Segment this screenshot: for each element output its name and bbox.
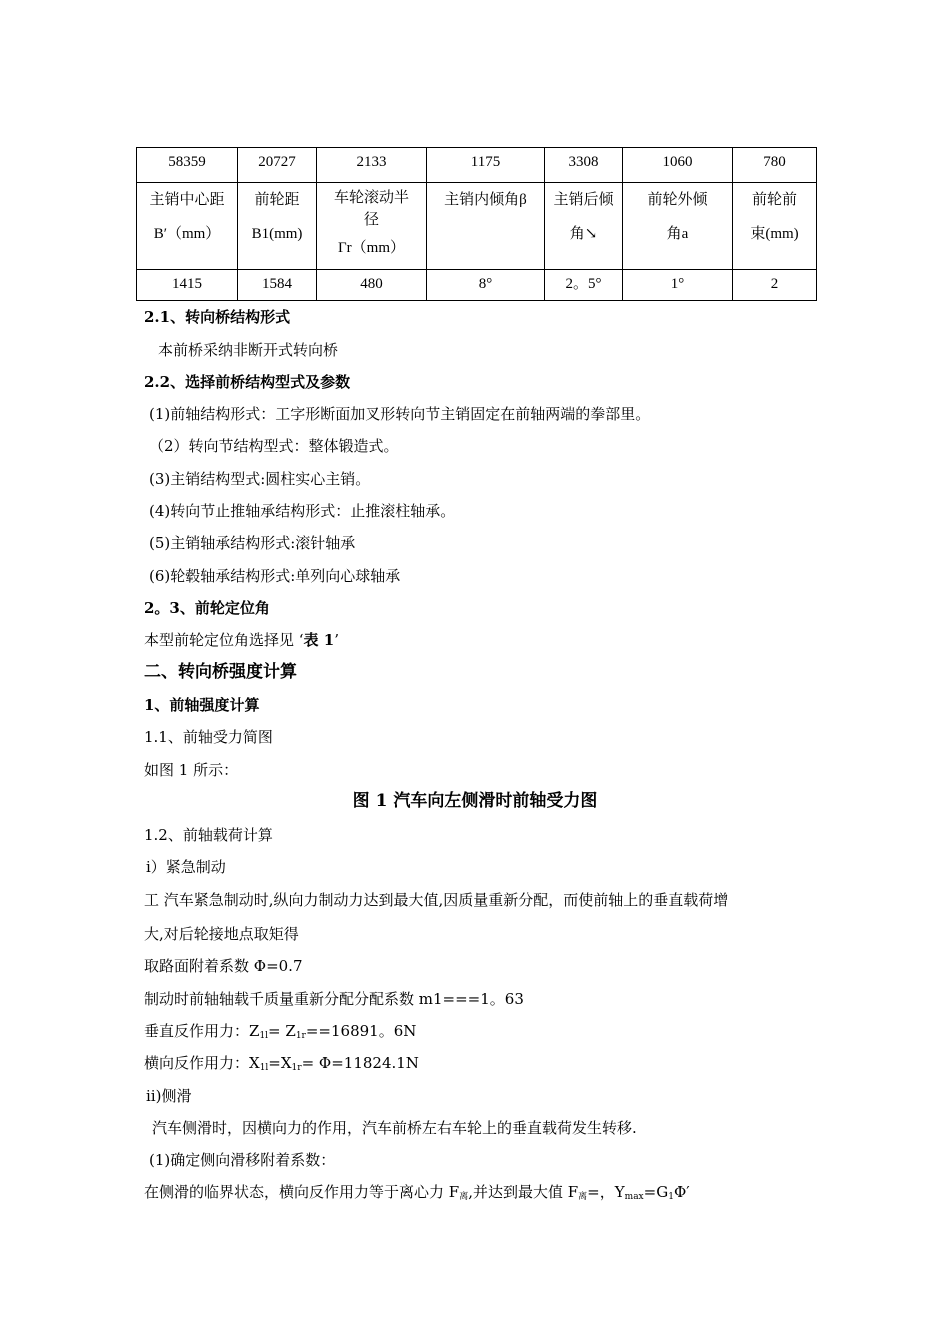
- header-rolling-radius: [317, 183, 427, 270]
- table-cell: 1175: [427, 148, 545, 183]
- section-heading: 2.2、选择前桥结构型式及参数: [144, 373, 351, 391]
- list-item: (5)主销轴承结构形式:滚针轴承: [149, 534, 356, 552]
- subscript: 1l: [259, 1031, 269, 1041]
- formula-line: [144, 1053, 419, 1073]
- table-cell: 480: [317, 270, 427, 301]
- subscript: max: [624, 1192, 644, 1202]
- subsection-heading: 1.2、前轴载荷计算: [144, 826, 273, 844]
- header-front-track: [238, 183, 317, 270]
- list-item: （2）转向节结构型式：整体锻造式。: [149, 437, 399, 455]
- paragraph: 如图 1 所示：: [144, 761, 239, 779]
- list-item: (6)轮毂轴承结构形式:单列向心球轴承: [149, 567, 401, 585]
- subscript: 离: [578, 1192, 588, 1202]
- table-cell: 2: [733, 270, 817, 301]
- text-run: ==16891。6N: [305, 1022, 417, 1040]
- text-run: 在侧滑的临界状态，横向反作用力等于离心力 F: [144, 1183, 460, 1201]
- table-cell: 3308: [545, 148, 623, 183]
- text-run: ,并达到最大值 F: [468, 1183, 579, 1201]
- table-cell: 2133: [317, 148, 427, 183]
- header-text: 车轮滚动半: [333, 190, 409, 206]
- formula-line: [144, 1182, 690, 1202]
- header-text: 主销后倾: [553, 192, 614, 208]
- paragraph: 汽车侧滑时，因横向力的作用，汽车前桥左右车轮上的垂直载荷发生转移.: [152, 1119, 637, 1137]
- paragraph: 大,对后轮接地点取矩得: [144, 925, 299, 943]
- header-text: 前轮前: [751, 192, 797, 208]
- table-cell: 1°: [623, 270, 733, 301]
- text-run: Φ′: [673, 1183, 690, 1201]
- text-run: ’: [334, 631, 339, 649]
- subscript: 1r: [295, 1031, 306, 1041]
- header-text: 前轮距: [254, 192, 300, 208]
- paragraph: 本前桥采纳非断开式转向桥: [158, 341, 339, 359]
- header-kingpin-inclination: [427, 183, 545, 270]
- formula-line: [144, 1021, 416, 1041]
- chapter-heading: 二、转向桥强度计算: [144, 662, 297, 682]
- subscript: 离: [459, 1192, 469, 1202]
- text-run: 垂直反作用力：Z: [144, 1022, 260, 1040]
- table-row: [137, 270, 817, 301]
- table-cell: 780: [733, 148, 817, 183]
- table-cell: 1415: [137, 270, 238, 301]
- header-caster-angle: [545, 183, 623, 270]
- table-cell: 1584: [238, 270, 317, 301]
- text-run: 本型前轮定位角选择见 ‘: [144, 631, 304, 649]
- list-item: (1)前轴结构形式：工字形断面加叉形转向节主销固定在前轴两端的拳部里。: [149, 405, 651, 423]
- section-heading: 1、前轴强度计算: [144, 696, 260, 714]
- list-item: (1)确定侧向滑移附着系数：: [149, 1151, 336, 1169]
- text-run: 横向反作用力：X: [144, 1054, 260, 1072]
- table-row: [137, 148, 817, 183]
- subsection-heading: 1.1、前轴受力简图: [144, 728, 273, 746]
- header-text: 角a: [666, 226, 689, 242]
- section-heading: 2.1、转向桥结构形式: [144, 308, 291, 326]
- header-camber-angle: [623, 183, 733, 270]
- header-kingpin-center-distance: [137, 183, 238, 270]
- text-run: =，Y: [587, 1183, 625, 1201]
- header-text: 主销中心距: [149, 192, 225, 208]
- paragraph: 工 汽车紧急制动时,纵向力制动力达到最大值,因质量重新分配，而使前轴上的垂直载荷增: [144, 891, 729, 909]
- case-heading: ⅱ)侧滑: [146, 1087, 192, 1105]
- text-run: =X: [268, 1054, 292, 1072]
- table-reference: 表 1: [303, 631, 335, 649]
- table-header-row: [137, 183, 817, 270]
- subscript: 1r: [291, 1063, 302, 1073]
- table-cell: 1060: [623, 148, 733, 183]
- header-text: 径: [363, 212, 379, 228]
- header-toe-in: [733, 183, 817, 270]
- table-cell: 8°: [427, 270, 545, 301]
- front-axle-parameter-table: [136, 147, 817, 301]
- figure-caption: 图 1 汽车向左侧滑时前轴受力图: [352, 791, 598, 811]
- header-unit: 束(mm): [750, 226, 799, 242]
- text-run: = Z: [268, 1022, 296, 1040]
- case-heading: ⅰ）紧急制动: [146, 858, 226, 876]
- paragraph: [144, 630, 339, 650]
- header-unit: Γr（mm）: [337, 240, 405, 256]
- paragraph: 制动时前轴轴载千质量重新分配分配系数 m1===1。63: [144, 990, 524, 1008]
- header-text: 角↘: [569, 226, 598, 242]
- header-text: 主销内倾角β: [444, 192, 527, 208]
- paragraph: 取路面附着系数 Φ=0.7: [144, 957, 303, 975]
- table-cell: 2。5°: [545, 270, 623, 301]
- list-item: (4)转向节止推轴承结构形式：止推滚柱轴承。: [149, 502, 456, 520]
- header-unit: B1(mm): [251, 226, 303, 242]
- subscript: 1l: [259, 1063, 269, 1073]
- subscript: 1: [668, 1192, 674, 1202]
- header-unit: B′（mm）: [153, 226, 221, 242]
- header-text: 前轮外倾: [647, 192, 708, 208]
- text-run: =G: [643, 1183, 669, 1201]
- list-item: (3)主销结构型式:圆柱实心主销。: [149, 470, 371, 488]
- table-cell: 20727: [238, 148, 317, 183]
- text-run: = Φ=11824.1N: [301, 1054, 419, 1072]
- table-cell: 58359: [137, 148, 238, 183]
- section-heading: 2。3、前轮定位角: [144, 599, 270, 617]
